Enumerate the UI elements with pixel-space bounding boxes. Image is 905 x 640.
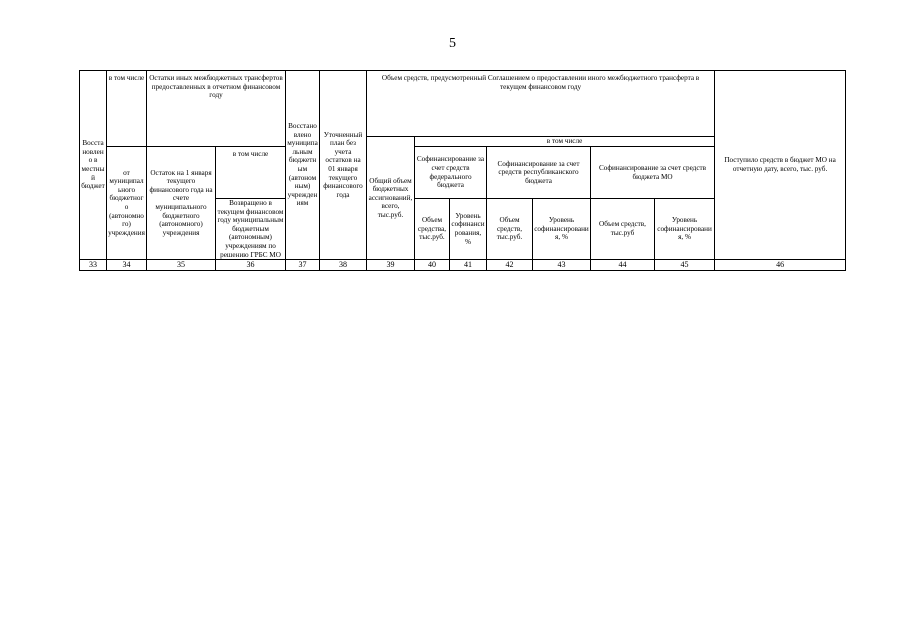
page-number: 5 xyxy=(449,36,456,51)
column-number: 34 xyxy=(107,260,147,271)
col36-header: Возвращено в текущем финансовом году муниципальным бюджетным (автономным) учреждениям по решению ГРБС МО xyxy=(216,199,286,260)
column-number: 45 xyxy=(655,260,715,271)
column-number: 37 xyxy=(286,260,320,271)
col37-header: Восстановлено муниципальным бюджетным (автономным) учреждениям xyxy=(286,71,320,260)
col44-45-group-header: Софинансирование за счет средств бюджета МО xyxy=(591,147,715,199)
column-number: 38 xyxy=(320,260,367,271)
col35-36-group-header: Остатки иных межбюджетных трансфертов предоставленных в отчетном финансовом году xyxy=(147,71,286,147)
report-table xyxy=(79,70,846,271)
column-number: 43 xyxy=(533,260,591,271)
col46-header: Поступило средств в бюджет МО на отчетную дату, всего, тыс. руб. xyxy=(715,71,846,260)
col40-45-group-header: в том числе xyxy=(415,137,715,147)
col43-header: Уровень софинансирования, % xyxy=(533,199,591,260)
col38-header: Уточненный план без учета остатков на 01 января текущего финансового года xyxy=(320,71,367,260)
col34-group-header: в том числе xyxy=(107,71,147,147)
col34-header: от муниципального бюджетного (автономного) учреждения xyxy=(107,147,147,260)
column-number: 36 xyxy=(216,260,286,271)
col35-header: Остаток на 1 января текущего финансового года на счете муниципального бюджетного (автономного) учреждения xyxy=(147,147,216,260)
header-row-1 xyxy=(80,71,846,137)
col42-43-group-header: Софинансирование за счет средств республиканского бюджета xyxy=(487,147,591,199)
col33-header: Восстановлено в местный бюджет xyxy=(80,71,107,260)
column-number: 42 xyxy=(487,260,533,271)
column-number: 33 xyxy=(80,260,107,271)
col41-header: Уровень софинансирования, % xyxy=(450,199,487,260)
col45-header: Уровень софинансирования, % xyxy=(655,199,715,260)
column-number-row xyxy=(80,260,846,271)
col40-header: Объем средства, тыс.руб. xyxy=(415,199,450,260)
col42-header: Объем средств, тыс.руб. xyxy=(487,199,533,260)
col44-header: Объем средств, тыс.руб xyxy=(591,199,655,260)
col40-41-group-header: Софинансирование за счет средств федерального бюджета xyxy=(415,147,487,199)
column-number: 41 xyxy=(450,260,487,271)
column-number: 46 xyxy=(715,260,846,271)
column-number: 35 xyxy=(147,260,216,271)
column-number: 39 xyxy=(367,260,415,271)
col39-header: Общий объем бюджетных ассигнований, всего, тыс.руб. xyxy=(367,137,415,260)
column-number: 44 xyxy=(591,260,655,271)
column-number: 40 xyxy=(415,260,450,271)
col36-group-header: в том числе xyxy=(216,147,286,199)
col39-45-group-header: Объем средств, предусмотренный Соглашением о предоставлении иного межбюджетного трансферта в текущем финансовом году xyxy=(367,71,715,137)
